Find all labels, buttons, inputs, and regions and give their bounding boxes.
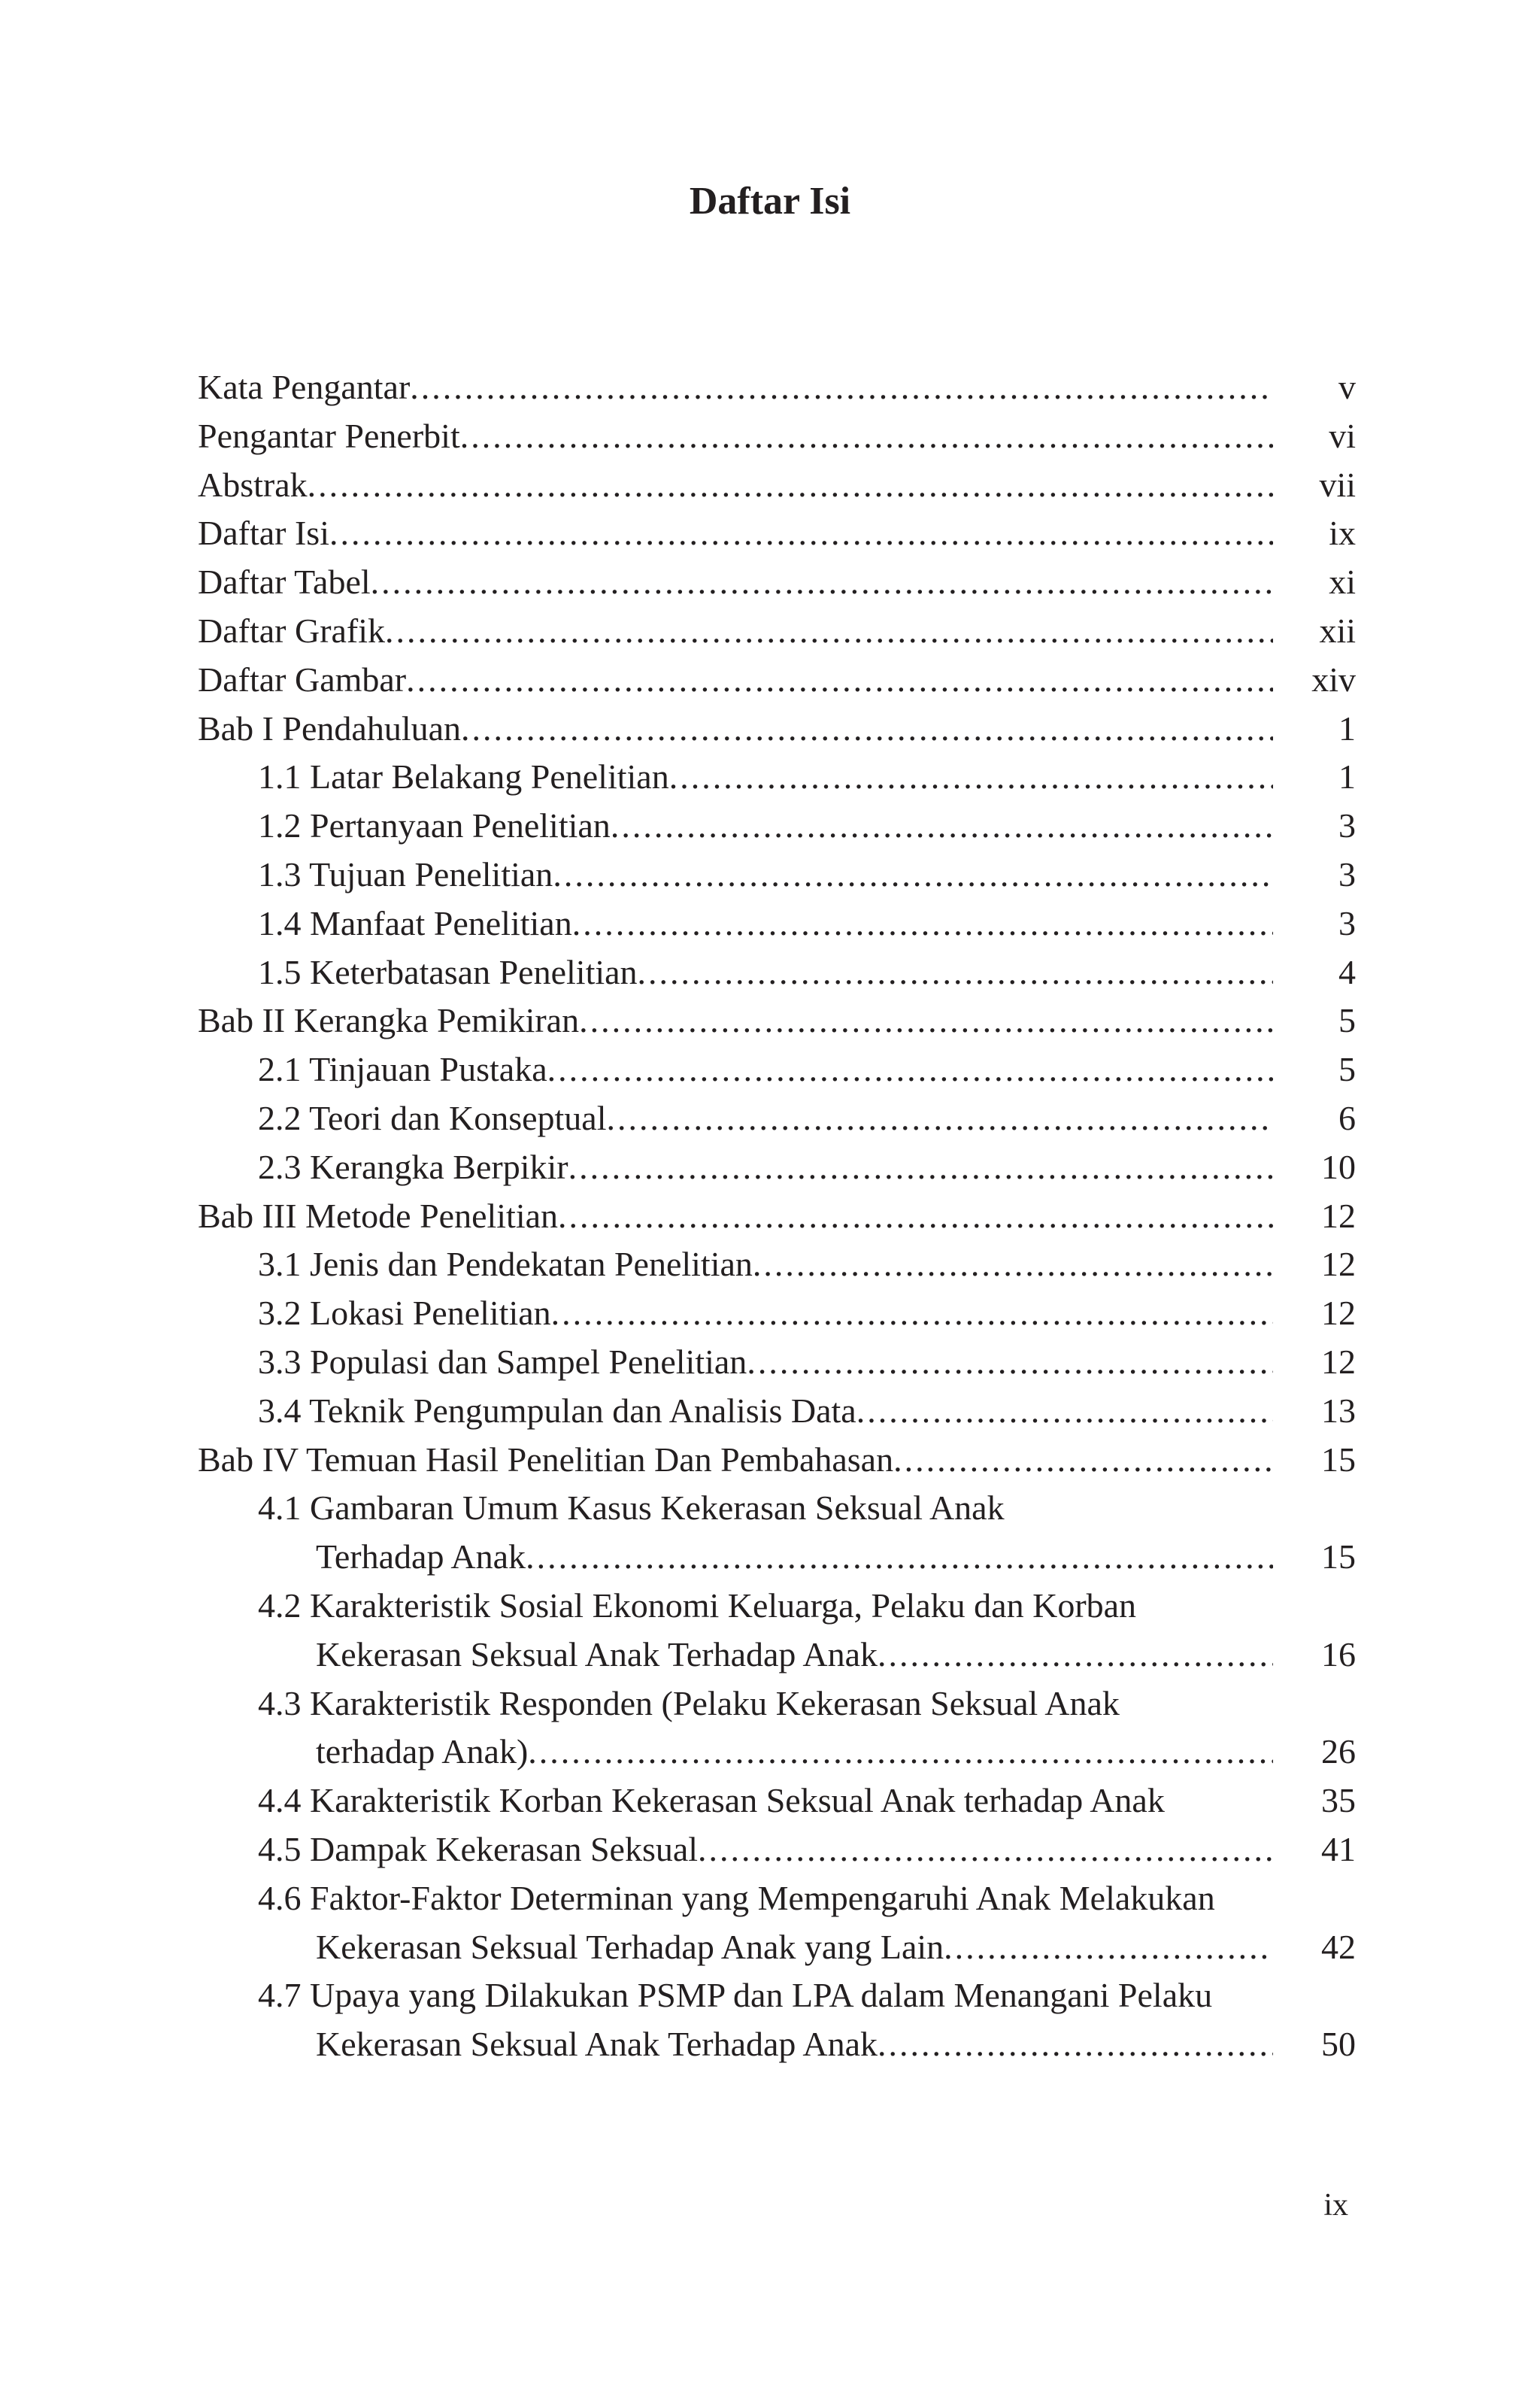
toc-entry-label: 2.1 Tinjauan Pustaka	[258, 1050, 547, 1089]
toc-entry-page: 3	[1338, 806, 1356, 845]
toc-entry-page: ix	[1329, 514, 1356, 553]
toc-entry-text	[258, 802, 1273, 851]
toc-entry-label: Kekerasan Seksual Anak Terhadap Anak	[316, 1634, 878, 1673]
toc-entry-page: 12	[1321, 1245, 1356, 1284]
toc-entry-page: v	[1338, 368, 1356, 406]
toc-entry[interactable]	[198, 1680, 1356, 1728]
toc-entry[interactable]	[198, 1387, 1356, 1436]
toc-entry-label: Daftar Tabel	[198, 563, 371, 602]
dot-leader	[638, 948, 1273, 997]
toc-entry-page: xii	[1319, 611, 1356, 650]
dot-leader	[460, 412, 1273, 461]
toc-entry-page: 3	[1338, 854, 1356, 894]
toc-entry-text	[258, 851, 1273, 900]
toc-entry-label: Bab I Pendahuluan	[198, 709, 462, 748]
toc-entry[interactable]	[198, 997, 1356, 1045]
toc-entry-text	[258, 900, 1273, 948]
toc-entry[interactable]	[198, 509, 1356, 558]
toc-entry-text	[316, 2020, 1273, 2069]
toc-entry-page: 15	[1321, 1537, 1356, 1576]
toc-entry-label: 3.1 Jenis dan Pendekatan Penelitian	[258, 1245, 753, 1284]
dot-leader	[526, 1533, 1273, 1582]
toc-entry-page: vii	[1319, 465, 1356, 504]
dot-leader	[878, 1631, 1273, 1680]
toc-entry[interactable]	[198, 1874, 1356, 1923]
toc-entry-page: 10	[1321, 1147, 1356, 1186]
toc-entry-label: 4.6 Faktor-Faktor Determinan yang Mempengaruhi Anak Melakukan	[258, 1878, 1215, 1917]
toc-entry[interactable]	[198, 753, 1356, 802]
toc-entry-label: Daftar Isi	[198, 514, 329, 553]
toc-entry[interactable]	[198, 1971, 1356, 2020]
table-of-contents	[198, 363, 1356, 2069]
toc-entry-text	[198, 461, 1273, 510]
toc-entry-text	[316, 1923, 1273, 1972]
toc-entry-text	[258, 948, 1273, 997]
toc-entry-text	[258, 1338, 1273, 1387]
toc-entry-text	[258, 1143, 1273, 1192]
toc-entry-page: 1	[1338, 709, 1356, 748]
toc-entry-text	[198, 558, 1273, 607]
toc-entry-label: 3.3 Populasi dan Sampel Penelitian	[258, 1342, 747, 1381]
toc-entry-label: Bab III Metode Penelitian	[198, 1196, 559, 1235]
dot-leader	[611, 802, 1273, 851]
toc-entry[interactable]	[198, 1777, 1356, 1825]
toc-entry[interactable]	[198, 1192, 1356, 1241]
toc-entry-page: 12	[1321, 1294, 1356, 1333]
toc-entry[interactable]	[198, 1240, 1356, 1289]
toc-entry-page: xi	[1329, 563, 1356, 602]
toc-entry-page: 13	[1321, 1391, 1356, 1430]
toc-entry-label: Kekerasan Seksual Terhadap Anak yang Lain	[316, 1927, 944, 1966]
toc-entry-page: 35	[1321, 1781, 1356, 1820]
dot-leader	[856, 1387, 1273, 1436]
toc-entry-label: 3.2 Lokasi Penelitian	[258, 1294, 551, 1333]
toc-entry[interactable]	[198, 1094, 1356, 1143]
toc-entry[interactable]	[198, 412, 1356, 461]
toc-entry-label: 1.3 Tujuan Penelitian	[258, 854, 553, 894]
dot-leader	[371, 558, 1273, 607]
toc-entry-page: 15	[1321, 1440, 1356, 1479]
toc-entry[interactable]	[198, 363, 1356, 412]
dot-leader	[747, 1338, 1273, 1387]
toc-entry-text	[258, 1777, 1273, 1825]
toc-entry-label: Bab II Kerangka Pemikiran	[198, 1001, 580, 1040]
toc-entry-text	[258, 1825, 1273, 1874]
toc-entry-text	[258, 1045, 1273, 1094]
toc-entry-text	[258, 1680, 1273, 1728]
dot-leader	[607, 1094, 1273, 1143]
toc-entry[interactable]	[198, 1825, 1356, 1874]
toc-entry-page: 1	[1338, 757, 1356, 797]
toc-entry-text	[258, 1094, 1273, 1143]
toc-entry-label: Kata Pengantar	[198, 368, 411, 406]
toc-entry[interactable]	[198, 607, 1356, 656]
toc-entry-text	[258, 1874, 1273, 1923]
toc-entry[interactable]	[198, 948, 1356, 997]
toc-entry-page: 50	[1321, 2025, 1356, 2064]
toc-entry-page: 4	[1338, 952, 1356, 991]
toc-entry-label: 1.2 Pertanyaan Penelitian	[258, 806, 611, 845]
dot-leader	[878, 2020, 1273, 2069]
toc-entry-page: 5	[1338, 1050, 1356, 1089]
page-title: Daftar Isi	[689, 180, 851, 223]
toc-entry-text	[316, 1728, 1273, 1777]
dot-leader	[385, 607, 1273, 656]
toc-entry[interactable]	[198, 461, 1356, 510]
toc-entry[interactable]	[198, 1338, 1356, 1387]
dot-leader	[698, 1825, 1273, 1874]
toc-entry[interactable]	[198, 1631, 1356, 1680]
toc-entry-text	[198, 607, 1273, 656]
toc-entry[interactable]	[198, 1143, 1356, 1192]
toc-entry[interactable]	[198, 900, 1356, 948]
toc-entry-label: 4.5 Dampak Kekerasan Seksual	[258, 1829, 699, 1868]
toc-entry-label: 1.1 Latar Belakang Penelitian	[258, 757, 669, 797]
toc-entry[interactable]	[198, 1289, 1356, 1338]
toc-entry-text	[198, 509, 1273, 558]
toc-entry[interactable]	[198, 705, 1356, 754]
toc-entry-label: 3.4 Teknik Pengumpulan dan Analisis Data	[258, 1391, 856, 1430]
toc-entry-page: vi	[1329, 416, 1356, 455]
toc-entry-label: 1.4 Manfaat Penelitian	[258, 903, 572, 942]
toc-entry-text	[198, 705, 1273, 754]
dot-leader	[558, 1192, 1273, 1241]
toc-entry-label: 4.7 Upaya yang Dilakukan PSMP dan LPA dalam Menangani Pelaku	[258, 1976, 1213, 2015]
toc-entry-text	[198, 997, 1273, 1045]
dot-leader	[553, 851, 1273, 900]
toc-entry-page: 42	[1321, 1927, 1356, 1966]
toc-entry[interactable]	[198, 656, 1356, 705]
dot-leader	[551, 1289, 1273, 1338]
dot-leader	[944, 1923, 1273, 1972]
dot-leader	[753, 1240, 1273, 1289]
toc-entry[interactable]	[198, 1582, 1356, 1631]
toc-entry[interactable]	[198, 1533, 1356, 1582]
toc-entry-page: 12	[1321, 1196, 1356, 1235]
toc-entry-label: Daftar Grafik	[198, 611, 386, 650]
dot-leader	[308, 461, 1273, 510]
toc-entry-page: 12	[1321, 1342, 1356, 1381]
toc-entry-text	[198, 363, 1273, 412]
toc-entry-label: Pengantar Penerbit	[198, 416, 460, 455]
page-number: ix	[1323, 2188, 1348, 2223]
toc-entry-label: Abstrak	[198, 465, 308, 504]
dot-leader	[572, 900, 1273, 948]
toc-entry-text	[316, 1533, 1273, 1582]
toc-entry[interactable]	[198, 1728, 1356, 1777]
dot-leader	[669, 753, 1273, 802]
toc-entry-page: 6	[1338, 1098, 1356, 1137]
toc-entry[interactable]	[198, 1436, 1356, 1485]
toc-entry-label: Bab IV Temuan Hasil Penelitian Dan Pembahasan	[198, 1440, 894, 1479]
dot-leader	[893, 1436, 1273, 1485]
toc-entry-label: 2.3 Kerangka Berpikir	[258, 1147, 568, 1186]
toc-entry-label: Kekerasan Seksual Anak Terhadap Anak	[316, 2025, 878, 2064]
toc-entry-text	[258, 753, 1273, 802]
toc-entry-text	[258, 1484, 1273, 1533]
toc-entry-page: 26	[1321, 1732, 1356, 1771]
toc-entry-page: xiv	[1311, 660, 1356, 699]
toc-entry[interactable]	[198, 1045, 1356, 1094]
toc-entry-label: Terhadap Anak	[316, 1537, 526, 1576]
toc-entry-page: 5	[1338, 1001, 1356, 1040]
dot-leader	[528, 1728, 1273, 1777]
toc-entry[interactable]	[198, 1484, 1356, 1533]
toc-entry-label: terhadap Anak)	[316, 1732, 529, 1771]
toc-entry[interactable]	[198, 851, 1356, 900]
toc-entry[interactable]	[198, 558, 1356, 607]
toc-entry-text	[258, 1240, 1273, 1289]
toc-entry-page: 3	[1338, 903, 1356, 942]
toc-entry-text	[258, 1582, 1273, 1631]
dot-leader	[329, 509, 1273, 558]
toc-entry-label: Daftar Gambar	[198, 660, 407, 699]
toc-entry-text	[198, 1436, 1273, 1485]
dot-leader	[579, 997, 1273, 1045]
toc-entry-text	[316, 1631, 1273, 1680]
toc-entry[interactable]	[198, 2020, 1356, 2069]
toc-entry-text	[258, 1289, 1273, 1338]
dot-leader	[461, 705, 1273, 754]
toc-entry-label: 2.2 Teori dan Konseptual	[258, 1098, 607, 1137]
toc-entry[interactable]	[198, 1923, 1356, 1972]
dot-leader	[406, 656, 1273, 705]
toc-entry[interactable]	[198, 802, 1356, 851]
toc-entry-label: 4.4 Karakteristik Korban Kekerasan Seksual Anak terhadap Anak	[258, 1781, 1165, 1820]
toc-entry-label: 4.3 Karakteristik Responden (Pelaku Kekerasan Seksual Anak	[258, 1683, 1120, 1722]
toc-entry-page: 16	[1321, 1634, 1356, 1673]
dot-leader	[410, 363, 1273, 412]
toc-entry-label: 1.5 Keterbatasan Penelitian	[258, 952, 638, 991]
toc-entry-text	[258, 1971, 1273, 2020]
toc-entry-text	[258, 1387, 1273, 1436]
dot-leader	[547, 1045, 1273, 1094]
toc-entry-label: 4.2 Karakteristik Sosial Ekonomi Keluarga, Pelaku dan Korban	[258, 1585, 1137, 1625]
dot-leader	[568, 1143, 1273, 1192]
toc-entry-text	[198, 656, 1273, 705]
toc-entry-text	[198, 412, 1273, 461]
toc-entry-label: 4.1 Gambaran Umum Kasus Kekerasan Seksual Anak	[258, 1488, 1005, 1528]
toc-entry-page: 41	[1321, 1829, 1356, 1868]
toc-entry-text	[198, 1192, 1273, 1241]
